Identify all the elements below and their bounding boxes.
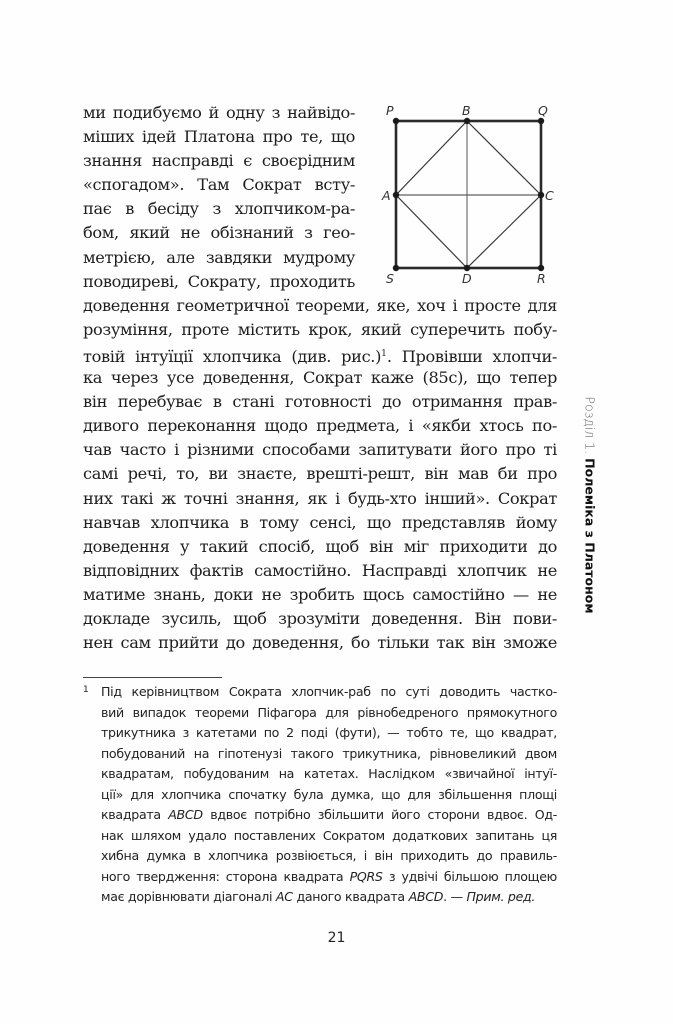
label-d: D [462, 271, 472, 286]
text-segment: з удвічі більшою площею [382, 868, 557, 884]
label-b: B [462, 103, 471, 118]
text-segment: товій інтуїції хлопчика (див. рис.) [83, 346, 382, 366]
text-line: розуміння, проте містить крок, який суперечить побу- [83, 319, 557, 339]
text-line: навчав хлопчика в тому сенсі, що представляв йому [83, 512, 557, 532]
text-line: дивого переконання щодо предмета, і «якби хтось по- [83, 416, 557, 436]
editor-note: Прим. ред. [466, 889, 536, 904]
page-number: 21 [327, 930, 346, 946]
footnote-line [101, 805, 557, 826]
label-r: R [537, 271, 546, 286]
text-segment: ного твердження: сторона квадрата [101, 868, 350, 884]
square-diagram [378, 100, 558, 290]
chapter-title: Полеміка з Платоном [582, 458, 598, 614]
chapter-label: Розділ 1. [582, 396, 598, 455]
text-line: пає в бесіду з хлопчиком-ра- [83, 199, 355, 219]
italic-term: AC [275, 889, 293, 904]
footnote-line: Під керівництвом Сократа хлопчик-раб по суті доводить частко- [101, 684, 557, 699]
footnote [83, 682, 557, 908]
text-line: знання насправді є своєрідним [83, 151, 355, 171]
italic-term: ABCD [168, 807, 203, 822]
text-line-with-footnote-ref [83, 342, 557, 366]
text-segment: має дорівнювати діагоналі [101, 889, 276, 904]
footnote-line [101, 887, 557, 908]
italic-term: PQRS [349, 868, 383, 884]
footnote-line [101, 867, 557, 888]
text-line: поводиреві, Сократу, проходить [83, 271, 355, 291]
text-line: бом, який не обізнаний з гео- [83, 223, 355, 243]
label-p: P [386, 103, 394, 118]
text-segment: . Провівши хлопчи- [386, 346, 558, 366]
footnote-line: побудований на гіпотенузі такого трикутника, рівновеликий двом [101, 745, 557, 761]
text-line: нен сам прийти до доведення, бо тільки так він зможе [83, 633, 557, 653]
label-c: C [545, 188, 554, 203]
text-line: них такі ж точні знання, як і будь-хто інший». Сократ [83, 488, 557, 508]
label-s: S [386, 271, 394, 286]
text-line: доведення геометричної теореми, яке, хоч і просте для [83, 295, 557, 315]
text-line: самі речі, то, ви знаєте, врешті-решт, він мав би про [83, 464, 557, 484]
text-segment: вдвоє потрібно збільшити його сторони вдвоє. Од- [202, 807, 557, 822]
text-line: метрією, але завдяки мудрому [83, 247, 355, 267]
footnote-line: ції» для хлопчика спочатку була думка, що для збільшення площі [101, 786, 557, 802]
footnote-mark: 1 [83, 685, 89, 695]
text-line: матиме знань, доки не зробить щось самостійно — не [83, 584, 557, 604]
running-head [583, 396, 598, 613]
footnote-line: трикутника з катетами по 2 поді (фути), — тобто те, що квадрат, [101, 725, 557, 740]
text-line: міших ідей Платона про те, що [83, 127, 355, 147]
label-a: A [382, 188, 391, 203]
geometry-figure [378, 100, 558, 290]
text-segment: . — [443, 889, 467, 904]
footnote-line: вий випадок теореми Піфагора для рівнобедреного прямокутного [101, 704, 557, 720]
italic-term: ABCD [408, 889, 444, 904]
footnote-separator [83, 677, 222, 678]
text-line: «спогадом». Там Сократ всту- [83, 175, 355, 195]
label-q: Q [538, 103, 548, 118]
text-segment: даного квадрата [292, 889, 409, 904]
footnote-line: нак шляхом удало поставлених Сократом додаткових запитань ця [101, 827, 557, 843]
text-line: чав часто і різними способами запитувати його про ті [83, 440, 557, 460]
footnote-line: квадратам, побудованим на катетах. Наслідком «звичайної інтуї- [101, 766, 557, 781]
text-line: доведення у такий спосіб, щоб він міг приходити до [83, 536, 557, 556]
text-line: докладе зусиль, щоб зрозуміти доведення. Він пови- [83, 608, 557, 628]
footnote-text [101, 682, 557, 908]
text-line: відповідних фактів самостійно. Насправді хлопчик не [83, 560, 557, 580]
text-segment: квадрата [101, 807, 169, 822]
footnote-reference[interactable]: 1 [381, 348, 387, 359]
text-line: ка через усе доведення, Сократ каже (85c), що тепер [83, 368, 557, 388]
footnote-line: хибна думка в хлопчика розвіюється, і він приходить до правиль- [101, 848, 557, 863]
text-line: ми подибуємо й одну з найвідо- [83, 103, 355, 122]
text-line: він перебуває в стані готовності до отримання прав- [83, 392, 557, 412]
